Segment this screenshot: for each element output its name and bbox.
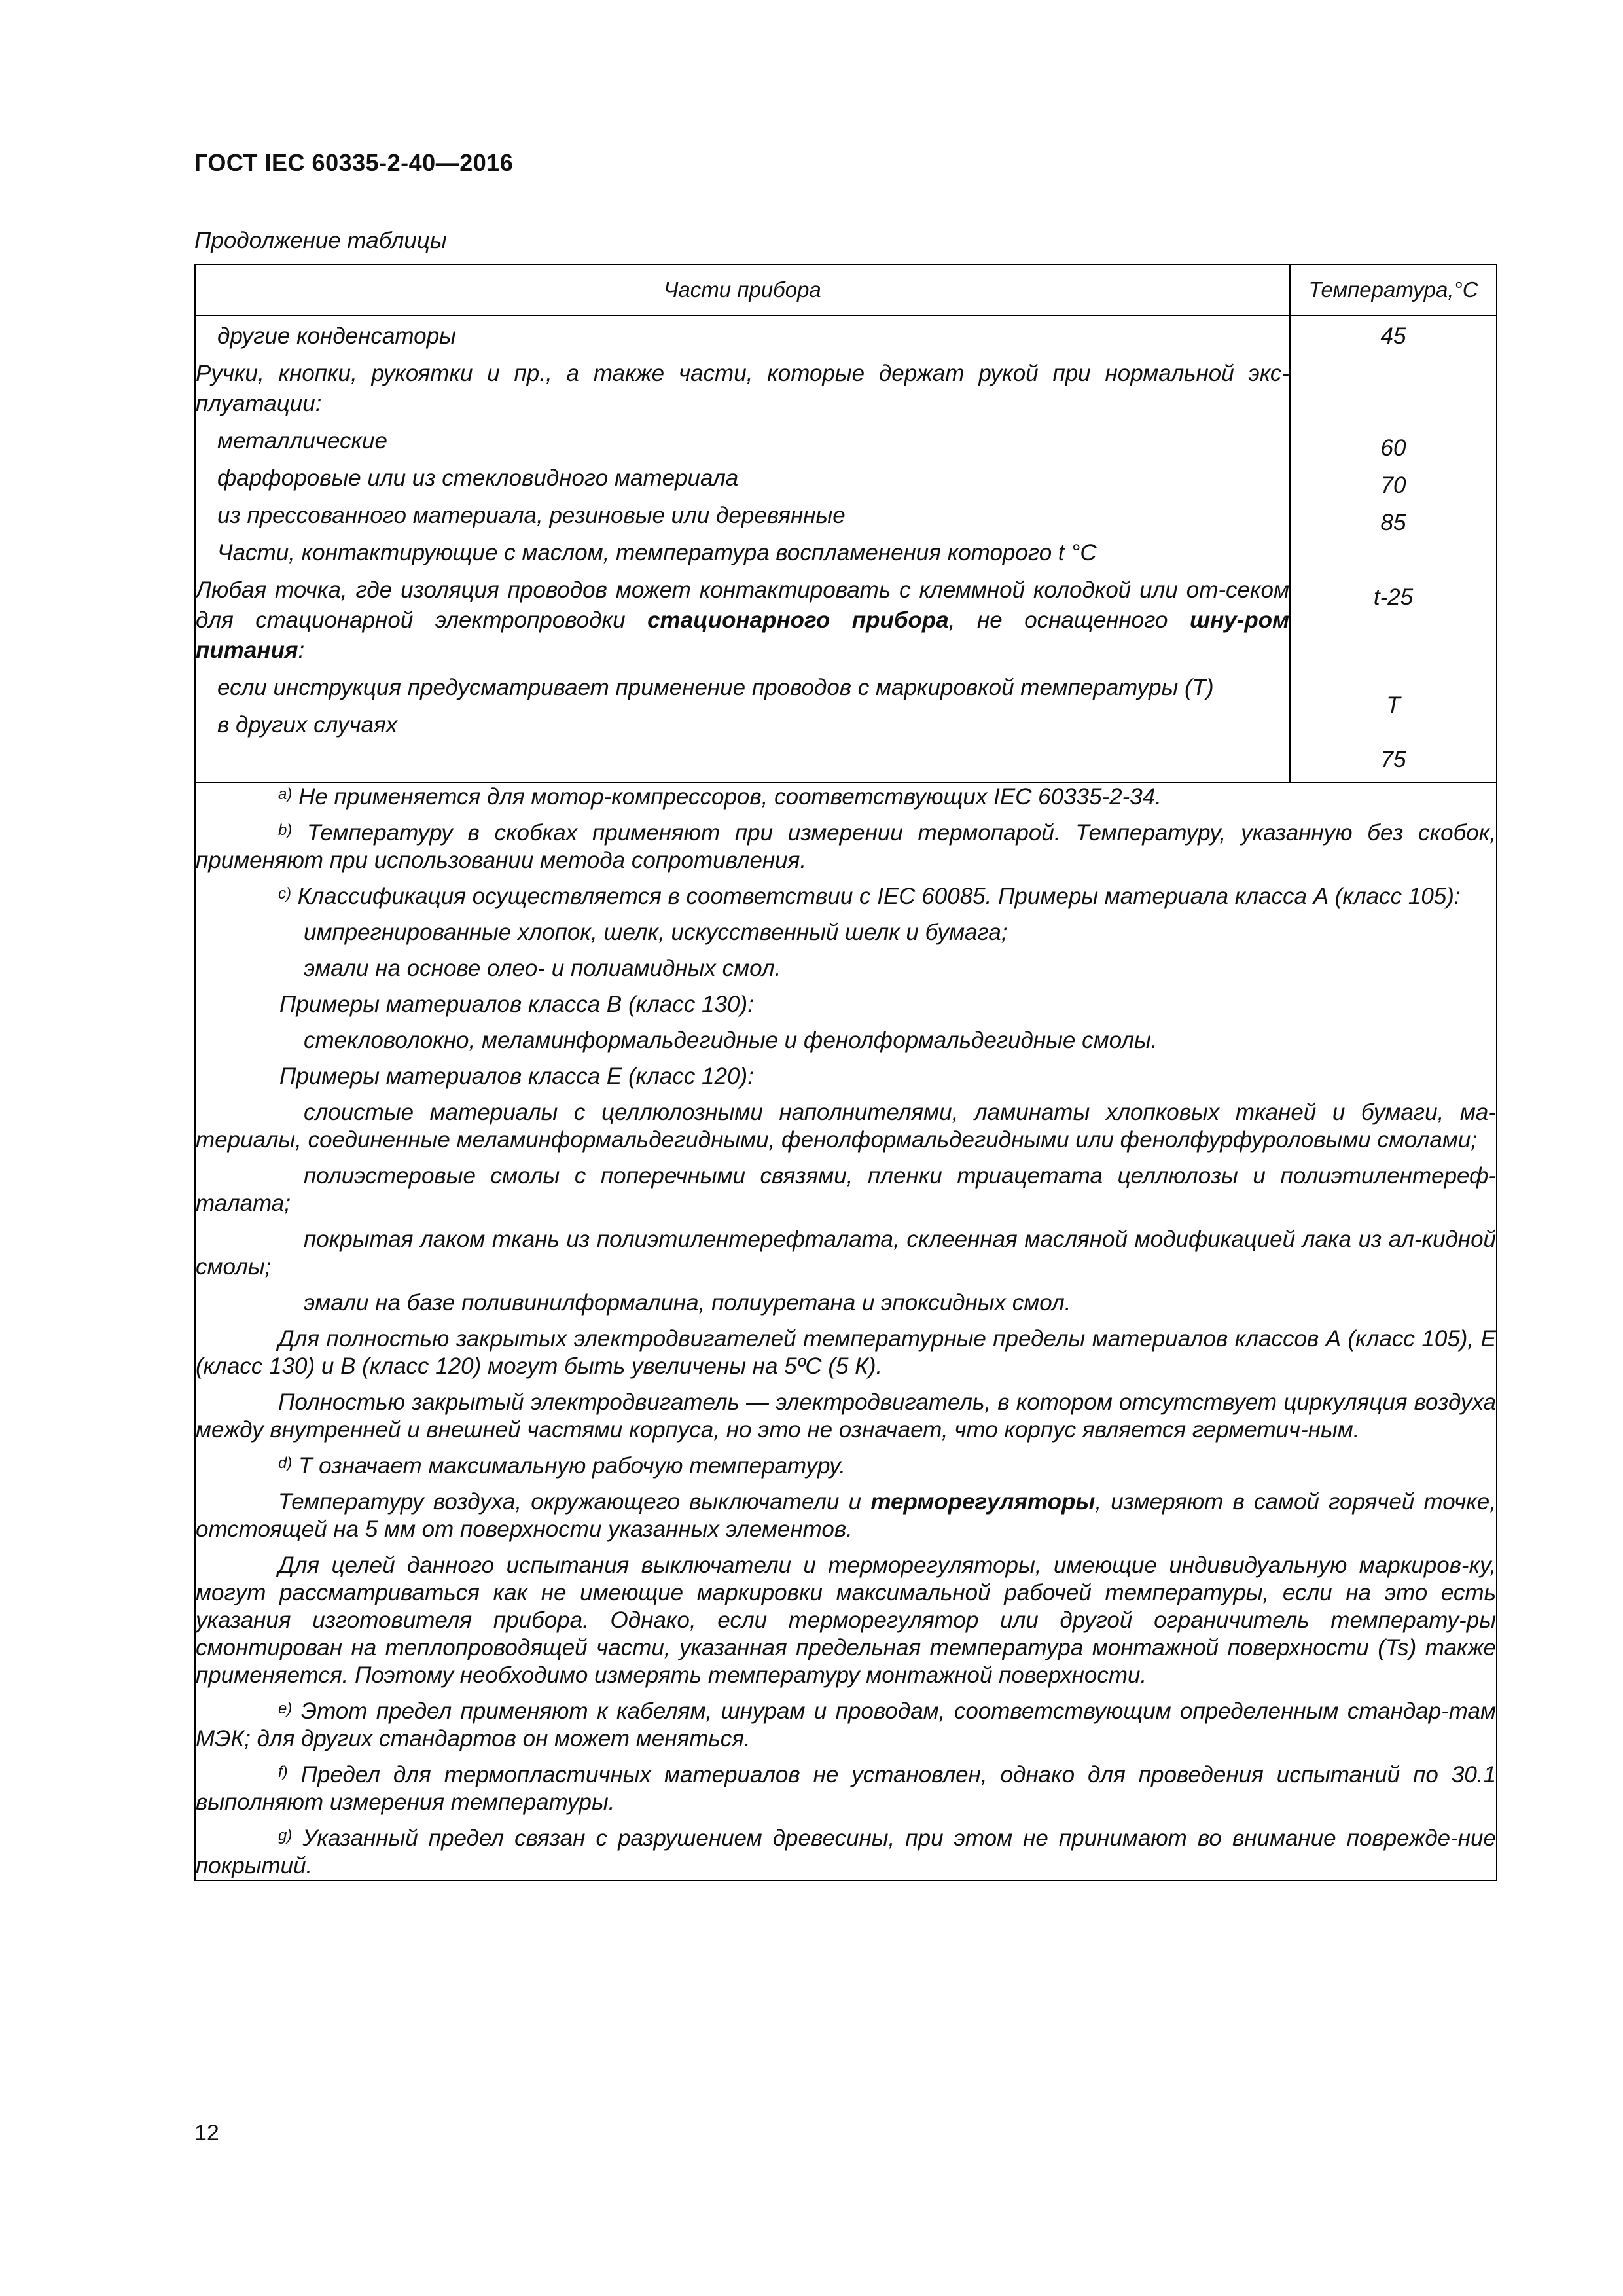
- table-continuation-caption: Продолжение таблицы: [194, 228, 447, 253]
- footnote-c-paragraph: Полностью закрытый электродвигатель — электродвигатель, в котором отсутствует циркуляция воздуха между внутренней и внешней частями корпуса, но это не означает, что корпус является герметич-ным.: [196, 1390, 1496, 1443]
- footnote-c-subheading: Примеры материалов класса Е (класс 120):: [279, 1064, 754, 1089]
- table-row-text: из прессованного материала, резиновые или деревянные: [217, 503, 846, 528]
- footnote-d-paragraph: Для целей данного испытания выключатели и терморегуляторы, имеющие индивидуальную маркиров-ку, могут рассматриваться как не имеющие маркировки максимальной рабочей температуры, если на это есть указания изготовителя прибора. Однако, если терморегулятор или другой ограничитель температу-ры смонтирован на теплопроводящей части, указанная предельная температура монтажной поверхности (Ts) также применяется. Поэтому необходимо измерять температуру монтажной поверхности.: [196, 1552, 1496, 1688]
- table-row-value: 45: [1380, 323, 1406, 349]
- footnote-g: $^{g)}$ Указанный предел связан с разрушением древесины, при этом не принимают во внимание поврежде-ние покрытий.: [196, 1825, 1496, 1878]
- footnote-a: $^{а)}$ Не применяется для мотор-компрессоров, соответствующих IEC 60335-2-34.: [278, 784, 1162, 810]
- table-row-text: металлические: [217, 428, 387, 454]
- footnote-c: $^{c)}$ Классификация осуществляется в соответствии с IEC 60085. Примеры материала класса А (класс 105):: [278, 884, 1461, 909]
- table-row-value: t-25: [1373, 584, 1414, 610]
- footnote-c-subheading: Примеры материалов класса В (класс 130):: [279, 992, 754, 1017]
- footnote-e: $^{e)}$ Этот предел применяют к кабелям, шнурам и проводам, соответствующим определенным стандар-там МЭК; для других стандартов он может меняться.: [196, 1698, 1496, 1751]
- table-notes-row: [195, 783, 1497, 1880]
- table-row-value: 85: [1380, 510, 1406, 535]
- column-header-parts: Части прибора: [195, 264, 1290, 315]
- footnote-c-item: покрытая лаком ткань из полиэтилентерефталата, склеенная масляной модификацией лака из ал-кидной смолы;: [196, 1227, 1496, 1280]
- footnote-c-item: эмали на базе поливинилформалина, полиуретана и эпоксидных смол.: [304, 1290, 1071, 1316]
- footnote-c-item: импрегнированные хлопок, шелк, искусственный шелк и бумага;: [304, 920, 1008, 945]
- column-header-temperature: Температура,°С: [1290, 264, 1497, 315]
- temperature-limits-table: [194, 264, 1497, 1881]
- document-header: ГОСТ IEC 60335-2-40—2016: [194, 149, 514, 176]
- table-header-row: [195, 264, 1497, 315]
- table-row-text: Части, контактирующие с маслом, температура воспламенения которого t °С: [217, 540, 1097, 565]
- table-row-text: Ручки, кнопки, рукоятки и пр., а также части, которые держат рукой при нормальной экс-плуатации:: [196, 361, 1289, 416]
- footnote-c-item: стекловолокно, меламинформальдегидные и фенолформальдегидные смолы.: [304, 1028, 1158, 1053]
- table-footnotes: [195, 783, 1497, 1880]
- page-number: 12: [194, 2121, 219, 2145]
- footnote-c-item: эмали на основе олео- и полиамидных смол.: [304, 956, 781, 981]
- table-row-text: другие конденсаторы: [217, 323, 456, 349]
- footnote-c-item: полиэстеровые смолы с поперечными связями, пленки триацетата целлюлозы и полиэтилентереф-талата;: [196, 1163, 1496, 1216]
- footnote-d-paragraph: Температуру воздуха, окружающего выключатели и терморегуляторы, измеряют в самой горячей точке, отстоящей на 5 мм от поверхности указанных элементов.: [196, 1489, 1497, 1542]
- table-row-value: 70: [1380, 473, 1406, 498]
- table-row-value: T: [1386, 692, 1400, 718]
- table-row-value: 75: [1380, 747, 1406, 772]
- table-row-text: если инструкция предусматривает применение проводов с маркировкой температуры (T): [217, 675, 1214, 700]
- table-body-row: [195, 315, 1497, 783]
- footnote-c-paragraph: Для полностью закрытых электродвигателей температурные пределы материалов классов А (класс 105), Е (класс 130) и В (класс 120) могут быть увеличены на 5ºС (5 К).: [196, 1326, 1496, 1379]
- footnote-f: $^{f)}$ Предел для термопластичных материалов не установлен, однако для проведения испытаний по 30.1 выполняют измерения температуры.: [196, 1762, 1496, 1815]
- table-row-text: Любая точка, где изоляция проводов может контактировать с клеммной колодкой или от-секом для стационарной электропроводки стационарного прибора, не оснащенного шну-ром питания:: [196, 577, 1289, 663]
- footnote-d: $^{d)}$ Т означает максимальную рабочую температуру.: [278, 1453, 846, 1479]
- footnote-b: $^{b)}$ Температуру в скобках применяют при измерении термопарой. Температуру, указанную без скобок, применяют при использовании метода сопротивления.: [196, 820, 1496, 873]
- table-row-value: 60: [1380, 435, 1406, 461]
- footnote-c-item: слоистые материалы с целлюлозными наполнителями, ламинаты хлопковых тканей и бумаги, ма-териалы, соединенные меламинформальдегидными, фенолформальдегидными или фенолфурфуроловыми смолами;: [196, 1100, 1496, 1153]
- table-row-text: фарфоровые или из стекловидного материала: [217, 465, 739, 491]
- table-row-text: в других случаях: [217, 712, 398, 738]
